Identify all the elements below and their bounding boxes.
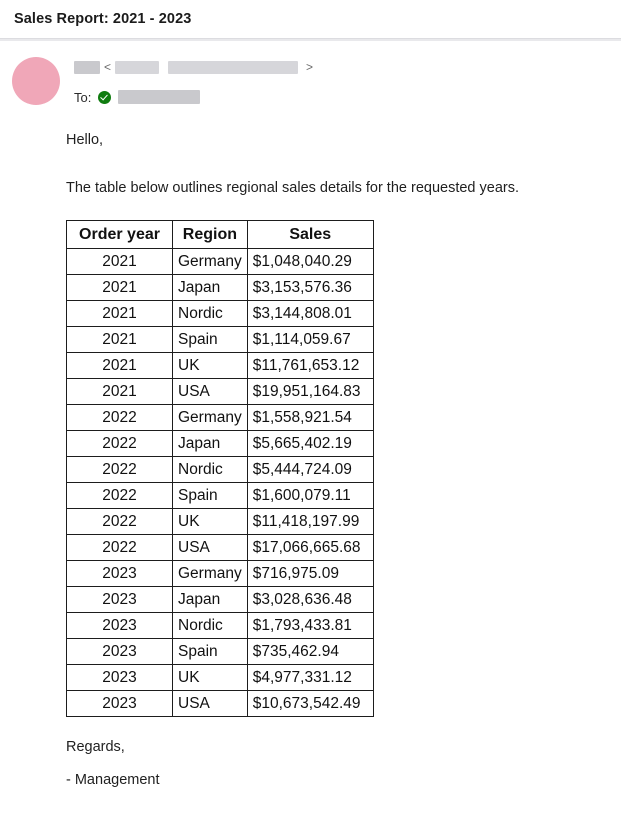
cell-order-year: 2021	[67, 353, 173, 379]
cell-region: Japan	[173, 431, 248, 457]
cell-order-year: 2023	[67, 639, 173, 665]
cell-order-year: 2021	[67, 379, 173, 405]
table-row	[67, 353, 374, 379]
mail-header	[0, 0, 621, 38]
cell-order-year: 2021	[67, 327, 173, 353]
table-row	[67, 483, 374, 509]
cell-order-year: 2023	[67, 561, 173, 587]
table-row	[67, 275, 374, 301]
column-header-order-year: Order year	[67, 221, 173, 249]
cell-order-year: 2022	[67, 535, 173, 561]
table-row	[67, 639, 374, 665]
column-header-sales: Sales	[247, 221, 373, 249]
cell-sales: $716,975.09	[247, 561, 373, 587]
table-row	[67, 405, 374, 431]
table-row	[67, 379, 374, 405]
sales-table	[66, 220, 374, 717]
cell-region: Japan	[173, 275, 248, 301]
redacted-sender-name	[74, 61, 100, 74]
sender-details	[60, 55, 317, 105]
cell-sales: $1,600,079.11	[247, 483, 373, 509]
cell-order-year: 2021	[67, 301, 173, 327]
mail-body	[0, 105, 621, 788]
table-row	[67, 327, 374, 353]
cell-order-year: 2023	[67, 613, 173, 639]
sender-block	[0, 41, 621, 105]
cell-region: Germany	[173, 405, 248, 431]
table-row	[67, 249, 374, 275]
table-row	[67, 613, 374, 639]
cell-sales: $11,761,653.12	[247, 353, 373, 379]
cell-region: Spain	[173, 639, 248, 665]
cell-region: Germany	[173, 249, 248, 275]
table-row	[67, 587, 374, 613]
recipient-row	[74, 89, 317, 105]
cell-region: Japan	[173, 587, 248, 613]
cell-region: Nordic	[173, 613, 248, 639]
intro-text: The table below outlines regional sales details for the requested years.	[66, 179, 519, 196]
cell-order-year: 2023	[67, 665, 173, 691]
table-row	[67, 691, 374, 717]
cell-region: Nordic	[173, 457, 248, 483]
cell-sales: $735,462.94	[247, 639, 373, 665]
cell-sales: $1,114,059.67	[247, 327, 373, 353]
avatar	[12, 57, 60, 105]
cell-region: UK	[173, 509, 248, 535]
to-label: To:	[74, 89, 92, 105]
cell-order-year: 2021	[67, 249, 173, 275]
redacted-email-part-2	[168, 61, 298, 74]
cell-sales: $10,673,542.49	[247, 691, 373, 717]
closing-text: Regards,	[66, 739, 125, 756]
cell-region: Germany	[173, 561, 248, 587]
table-row	[67, 301, 374, 327]
cell-region: USA	[173, 379, 248, 405]
cell-region: UK	[173, 665, 248, 691]
cell-sales: $5,444,724.09	[247, 457, 373, 483]
cell-region: Nordic	[173, 301, 248, 327]
cell-sales: $5,665,402.19	[247, 431, 373, 457]
cell-region: UK	[173, 353, 248, 379]
cell-sales: $1,558,921.54	[247, 405, 373, 431]
table-row	[67, 509, 374, 535]
cell-sales: $4,977,331.12	[247, 665, 373, 691]
table-row	[67, 431, 374, 457]
redacted-email-part-1	[115, 61, 159, 74]
cell-order-year: 2022	[67, 431, 173, 457]
table-header-row	[67, 221, 374, 249]
cell-order-year: 2023	[67, 587, 173, 613]
table-row	[67, 535, 374, 561]
angle-close: >	[306, 60, 314, 74]
verified-badge-icon	[98, 91, 111, 104]
cell-sales: $3,153,576.36	[247, 275, 373, 301]
cell-sales: $3,144,808.01	[247, 301, 373, 327]
cell-sales: $3,028,636.48	[247, 587, 373, 613]
redacted-recipient	[118, 90, 200, 104]
page-title: Sales Report: 2021 - 2023	[14, 11, 192, 27]
table-row	[67, 561, 374, 587]
cell-order-year: 2021	[67, 275, 173, 301]
column-header-region: Region	[173, 221, 248, 249]
table-row	[67, 457, 374, 483]
cell-order-year: 2022	[67, 405, 173, 431]
cell-region: USA	[173, 691, 248, 717]
cell-region: USA	[173, 535, 248, 561]
sender-address-row	[74, 59, 317, 75]
greeting-text: Hello,	[66, 132, 104, 148]
cell-region: Spain	[173, 483, 248, 509]
table-row	[67, 665, 374, 691]
signature-text: - Management	[66, 772, 160, 789]
cell-sales: $1,048,040.29	[247, 249, 373, 275]
cell-sales: $17,066,665.68	[247, 535, 373, 561]
cell-order-year: 2022	[67, 509, 173, 535]
cell-order-year: 2022	[67, 483, 173, 509]
sales-table-body	[67, 249, 374, 717]
cell-sales: $11,418,197.99	[247, 509, 373, 535]
cell-sales: $19,951,164.83	[247, 379, 373, 405]
cell-order-year: 2022	[67, 457, 173, 483]
cell-sales: $1,793,433.81	[247, 613, 373, 639]
cell-region: Spain	[173, 327, 248, 353]
cell-order-year: 2023	[67, 691, 173, 717]
angle-open: <	[104, 60, 112, 74]
